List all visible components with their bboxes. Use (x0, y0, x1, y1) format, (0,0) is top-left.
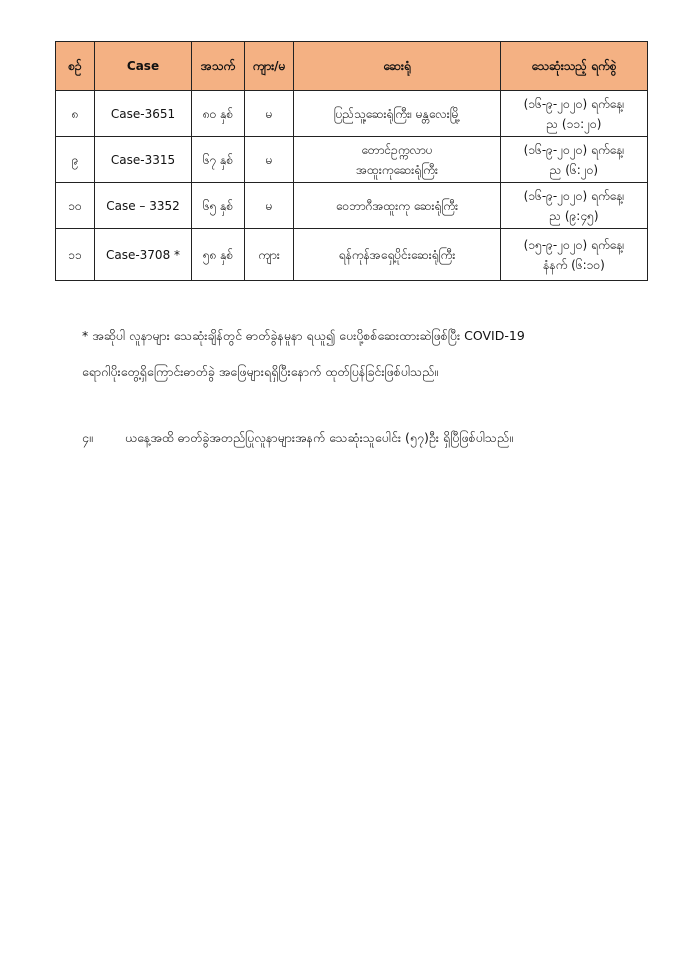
hospital-line: တောင်ဥက္ကလာပ (361, 142, 433, 157)
cell-sex: မ (245, 137, 294, 183)
header-age: အသက် (192, 42, 245, 91)
time-line: ည (၁၁:၂၀) (546, 116, 602, 131)
cell-sex: မ (245, 183, 294, 229)
cell-date (501, 229, 648, 281)
footnote (82, 318, 642, 390)
time-line: ည (၉:၄၅) (549, 208, 599, 223)
table-row (56, 229, 648, 281)
date-line: (၁၅-၉-၂၀၂၀) ရက်နေ့၊ (523, 237, 625, 252)
header-hospital: ဆေးရုံ (294, 42, 501, 91)
cell-serial: ၈ (56, 91, 95, 137)
cell-case: Case – 3352 (95, 183, 192, 229)
cell-case: Case-3315 (95, 137, 192, 183)
header-serial: စဉ် (56, 42, 95, 91)
cell-sex: ကျား (245, 229, 294, 281)
cell-date (501, 183, 648, 229)
cell-hospital: ဝေဘာဂီအထူးကု ဆေးရုံကြီး (294, 183, 501, 229)
cell-serial: ၁၀ (56, 183, 95, 229)
cell-serial: ၁၁ (56, 229, 95, 281)
table-row (56, 91, 648, 137)
header-date: သေဆုံးသည့် ရက်စွဲ (501, 42, 648, 91)
table-row (56, 183, 648, 229)
date-line: (၁၆-၉-၂၀၂၀) ရက်နေ့၊ (523, 142, 625, 157)
header-case: Case (95, 42, 192, 91)
time-line: ည (၆:၂၀) (549, 162, 599, 177)
cell-case: Case-3708 * (95, 229, 192, 281)
cell-age: ၆၇ နှစ် (192, 137, 245, 183)
cell-date (501, 91, 648, 137)
cell-hospital: ရန်ကုန်အရှေ့ပိုင်းဆေးရုံကြီး (294, 229, 501, 281)
footnote-line: * အဆိုပါ လူနာများ သေဆုံးချိန်တွင် ဓာတ်ခွဲနမူနာ ရယူ၍ ပေးပို့စစ်ဆေးထားဆဲဖြစ်ပြီး COVID-19 (82, 328, 525, 343)
hospital-line: အထူးကုဆေးရုံကြီး (356, 162, 438, 177)
paragraph-number: ၄။ (82, 430, 93, 445)
cell-date (501, 137, 648, 183)
cell-hospital: ပြည်သူ့ဆေးရုံကြီး၊ မန္တလေးမြို့ (294, 91, 501, 137)
cell-age: ၈၀ နှစ် (192, 91, 245, 137)
cell-case: Case-3651 (95, 91, 192, 137)
time-line: နံနက် (၆:၁၀) (543, 257, 605, 272)
paragraph-text: ယနေ့အထိ ဓာတ်ခွဲအတည်ပြုလူနာများအနက် သေဆုံးသူပေါင်း (၅၇)ဦး ရှိပြီဖြစ်ပါသည်။ (125, 430, 513, 445)
table-row (56, 137, 648, 183)
date-line: (၁၆-၉-၂၀၂၀) ရက်နေ့၊ (523, 96, 625, 111)
cell-serial: ၉ (56, 137, 95, 183)
footnote-line: ရောဂါပိုးတွေ့ရှိကြောင်းဓာတ်ခွဲ အဖြေများရရှိပြီးနောက် ထုတ်ပြန်ခြင်းဖြစ်ပါသည်။ (82, 364, 439, 379)
deaths-table (55, 41, 648, 281)
paragraph-4 (82, 430, 652, 449)
header-sex: ကျား/မ (245, 42, 294, 91)
table-header-row (56, 42, 648, 91)
cell-age: ၆၅ နှစ် (192, 183, 245, 229)
cell-age: ၅၈ နှစ် (192, 229, 245, 281)
cell-sex: မ (245, 91, 294, 137)
date-line: (၁၆-၉-၂၀၂၀) ရက်နေ့၊ (523, 188, 625, 203)
cell-hospital (294, 137, 501, 183)
